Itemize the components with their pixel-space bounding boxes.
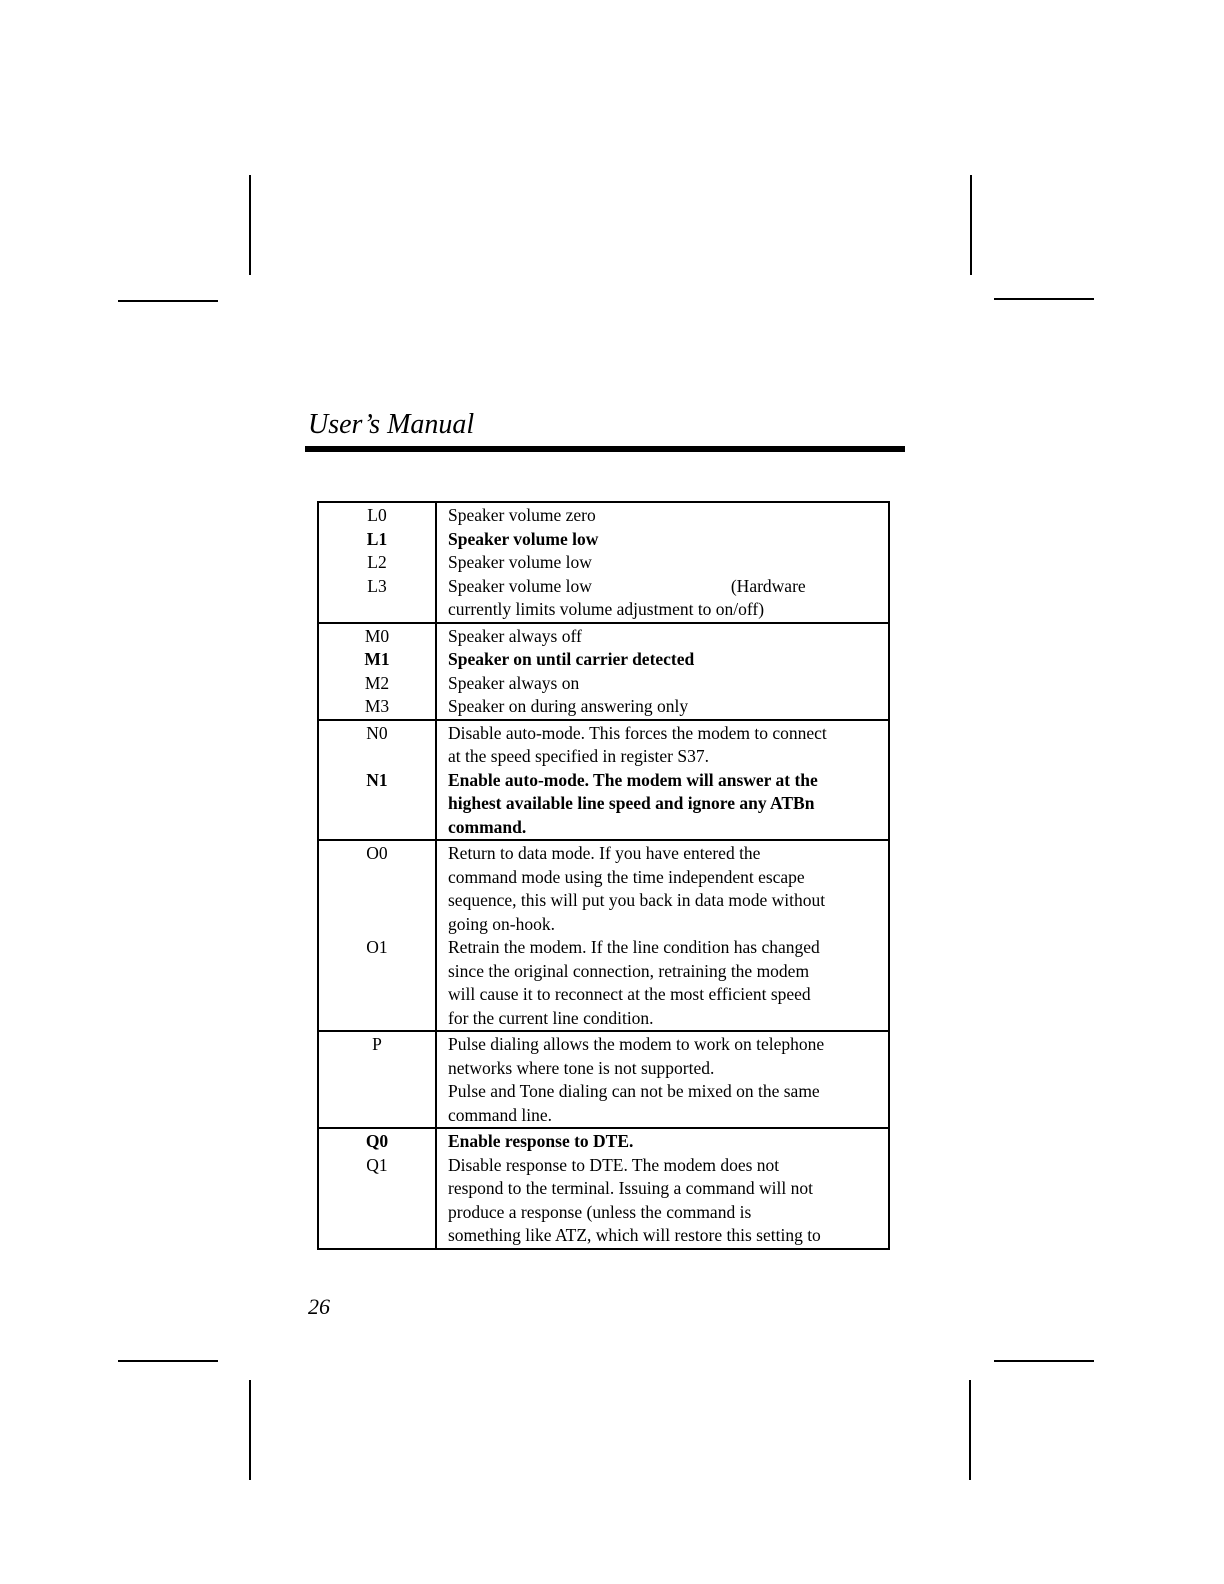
description-line: will cause it to reconnect at the most efficient speed xyxy=(448,984,811,1004)
description-line-default: highest available line speed and ignore any ATBn xyxy=(448,793,815,813)
table-row xyxy=(318,623,889,720)
description-line: Pulse and Tone dialing can not be mixed on the same xyxy=(448,1081,820,1101)
description-line: Disable response to DTE. The modem does not xyxy=(448,1154,780,1175)
command-code: Q1 xyxy=(366,1154,388,1175)
description-note: (Hardware xyxy=(730,575,806,596)
description-line: something like ATZ, which will restore this setting to xyxy=(448,1225,821,1245)
description-line-default: command. xyxy=(448,816,527,837)
description-line: command line. xyxy=(448,1104,553,1125)
command-codes-cell xyxy=(318,623,436,720)
command-description-cell xyxy=(436,623,889,720)
description-line: at the speed specified in register S37. xyxy=(448,746,709,766)
command-code-default: N1 xyxy=(366,769,388,790)
description-line: Speaker volume low xyxy=(448,552,592,572)
command-code: M0 xyxy=(364,625,390,646)
description-line: Disable auto-mode. This forces the modem to connect xyxy=(448,722,827,743)
command-code: O1 xyxy=(366,937,388,957)
command-code: M2 xyxy=(364,672,390,693)
crop-mark-bottom-left-horizontal xyxy=(118,1360,218,1362)
command-code: M3 xyxy=(364,696,390,716)
crop-mark-top-right-vertical xyxy=(970,175,972,275)
command-description-cell xyxy=(436,1031,889,1128)
description-line: for the current line condition. xyxy=(448,1007,654,1028)
description-line: currently limits volume adjustment to on/off) xyxy=(448,599,765,619)
command-description-cell xyxy=(436,720,889,841)
table-row xyxy=(318,720,889,841)
command-codes-cell xyxy=(318,840,436,1031)
description-line-default: Enable auto-mode. The modem will answer at the xyxy=(448,769,818,790)
command-code: L0 xyxy=(367,505,387,525)
crop-mark-top-right-horizontal xyxy=(994,298,1094,300)
command-codes-cell xyxy=(318,502,436,623)
crop-mark-bottom-left-vertical xyxy=(249,1380,251,1480)
command-code: P xyxy=(372,1034,382,1054)
table-row xyxy=(318,1128,889,1249)
description-line-default: Speaker on until carrier detected xyxy=(448,649,695,669)
crop-mark-top-left-vertical xyxy=(249,175,251,275)
command-codes-cell xyxy=(318,1128,436,1249)
command-code: O0 xyxy=(366,843,388,863)
description-line: going on-hook. xyxy=(448,913,555,934)
crop-mark-bottom-right-horizontal xyxy=(994,1360,1094,1362)
description-line: sequence, this will put you back in data mode without xyxy=(448,890,826,910)
command-description-cell xyxy=(436,502,889,623)
crop-mark-top-left-horizontal xyxy=(118,300,218,302)
table-row xyxy=(318,1031,889,1128)
description-line: Speaker on during answering only xyxy=(448,696,689,716)
description-line-wrap xyxy=(448,575,884,599)
command-code-default: M1 xyxy=(364,649,390,669)
description-line: Pulse dialing allows the modem to work on telephone xyxy=(448,1034,825,1054)
header-rule xyxy=(305,446,905,452)
crop-mark-bottom-right-vertical xyxy=(969,1380,971,1480)
description-line: Retrain the modem. If the line condition has changed xyxy=(448,937,820,957)
command-codes-cell xyxy=(318,720,436,841)
page-header-title: User’s Manual xyxy=(308,409,475,440)
description-line: Return to data mode. If you have entered the xyxy=(448,843,761,863)
description-line-default: Enable response to DTE. xyxy=(448,1131,634,1151)
description-line: Speaker volume zero xyxy=(448,505,596,525)
description-line-default: Speaker volume low xyxy=(448,528,599,549)
page-number: 26 xyxy=(308,1294,330,1319)
table-row xyxy=(318,502,889,623)
description-line: Speaker always off xyxy=(448,625,582,646)
command-table xyxy=(317,501,890,1250)
command-code: L2 xyxy=(367,552,387,572)
command-codes-cell xyxy=(318,1031,436,1128)
command-code-default: L1 xyxy=(366,528,388,549)
command-description-cell xyxy=(436,1128,889,1249)
table-row xyxy=(318,840,889,1031)
description-line: networks where tone is not supported. xyxy=(448,1057,715,1078)
command-code-default: Q0 xyxy=(365,1131,389,1151)
command-code: L3 xyxy=(367,575,387,596)
description-line: respond to the terminal. Issuing a command will not xyxy=(448,1178,814,1198)
command-description-cell xyxy=(436,840,889,1031)
command-code: N0 xyxy=(366,722,388,743)
description-line: command mode using the time independent escape xyxy=(448,866,805,887)
description-line: since the original connection, retraining the modem xyxy=(448,960,810,981)
description-line: produce a response (unless the command is xyxy=(448,1201,752,1222)
description-line: Speaker volume low xyxy=(448,575,592,596)
description-line: Speaker always on xyxy=(448,672,580,693)
